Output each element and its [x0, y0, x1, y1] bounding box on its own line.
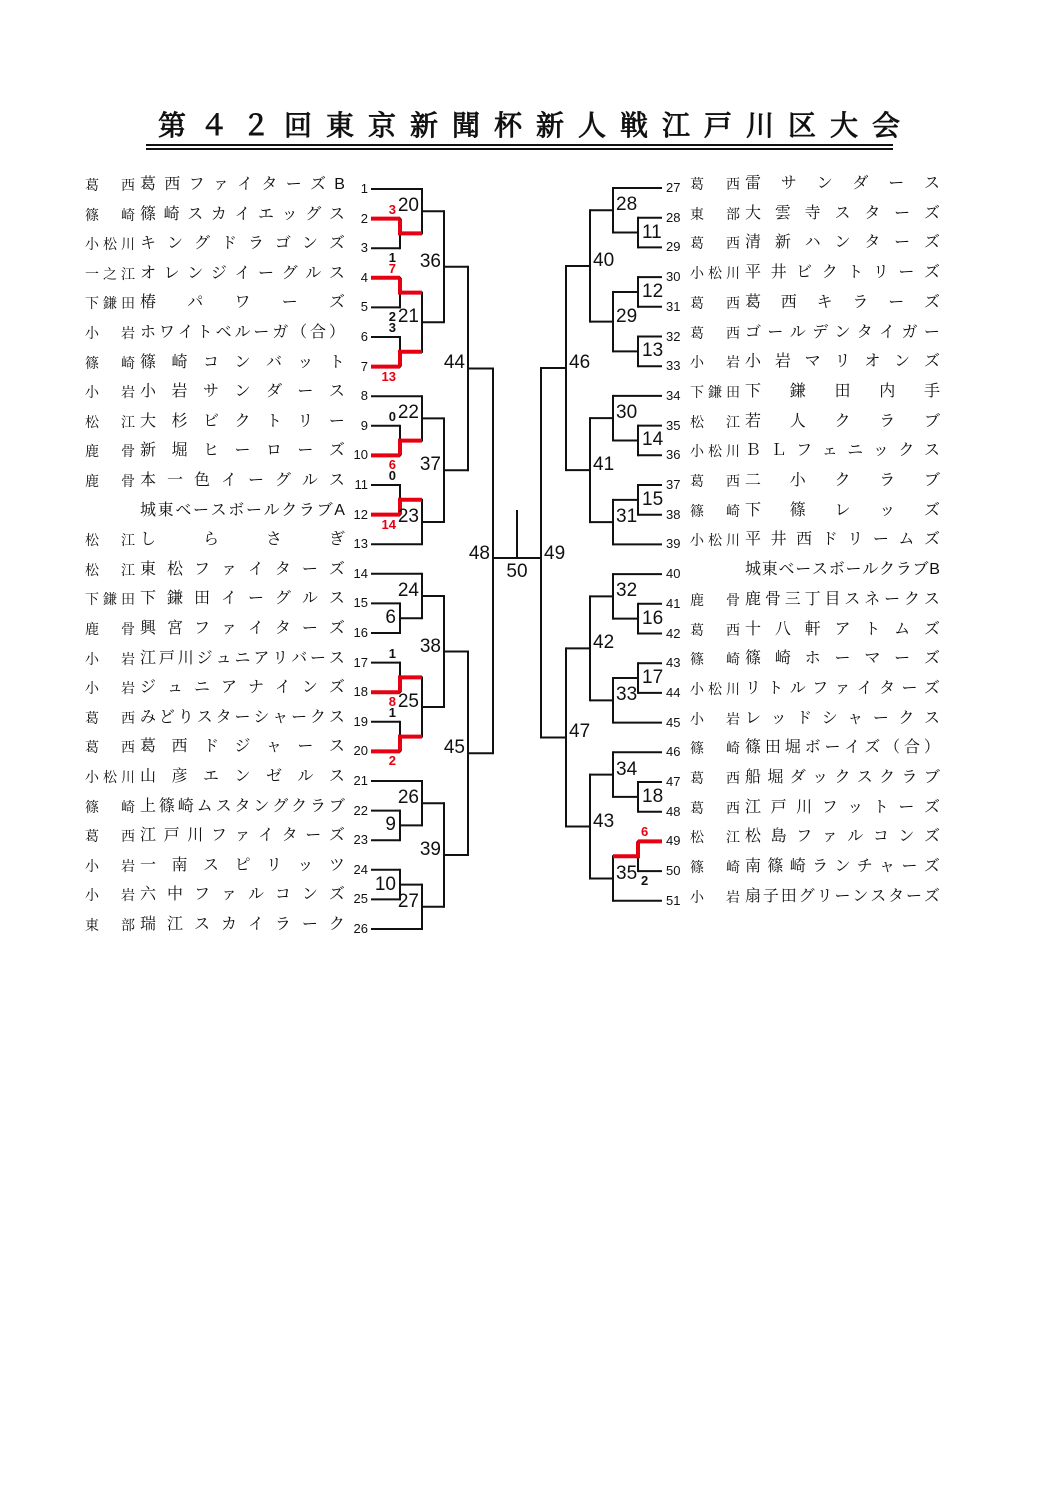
loser-score-label: 0: [388, 468, 396, 483]
loser-score-label: 2: [641, 873, 649, 889]
match-number-label: 16: [642, 607, 664, 629]
team-name: 下 鎌 田 内 手: [745, 382, 940, 400]
match-number-label: 25: [397, 691, 419, 712]
team-number: 40: [666, 566, 681, 582]
team-number: 33: [666, 358, 681, 374]
team-number: 32: [666, 328, 681, 344]
team-name: 小 岩 サ ン ダ ー ス: [140, 383, 345, 401]
team-name: 六 中 フ ァ ル コ ン ズ: [140, 886, 345, 904]
team-number: 8: [360, 388, 368, 404]
team-name: 葛 西 ド ジ ャ ー ス: [140, 738, 345, 756]
match-number-label: 22: [397, 402, 419, 424]
team-name: 篠 崎 ス カ イ エ ッ グ ス: [140, 205, 345, 223]
match-number-label: 49: [544, 543, 566, 564]
team-region: 松 江: [690, 413, 740, 430]
team-region: 篠 崎: [85, 206, 135, 223]
team-region: 小 岩: [85, 325, 135, 341]
loser-score-label: 1: [388, 704, 396, 720]
team-region: 篠 崎: [690, 740, 740, 757]
team-region: 葛 西: [690, 294, 740, 311]
team-number: 23: [353, 832, 368, 848]
loser-score-label: 2: [388, 309, 396, 325]
team-region: 鹿 骨: [690, 591, 740, 608]
match-number-label: 46: [569, 352, 591, 374]
team-region: 葛 西: [690, 621, 740, 638]
team-name: 下 鎌 田 イ ー グ ル ス: [140, 590, 345, 608]
team-region: 葛 西: [690, 176, 740, 192]
team-region: 葛 西: [85, 828, 135, 845]
team-number: 39: [666, 536, 681, 552]
team-number: 3: [360, 240, 368, 256]
team-name: 松 島 フ ァ ル コ ン ズ: [745, 828, 940, 846]
team-name: Ｂ Ｌ フ ェ ニ ッ ク ス: [745, 442, 940, 460]
team-number: 34: [666, 387, 681, 403]
team-region: 篠 崎: [690, 859, 740, 876]
team-name: 十 八 軒 ア ト ム ズ: [745, 620, 940, 638]
match-number-label: 14: [642, 429, 664, 451]
loser-score-label: 3: [388, 320, 396, 335]
match-number-label: 9: [385, 814, 396, 836]
match-number-label: 35: [616, 862, 638, 884]
team-name: 篠 田 堀 ボ ー イ ズ （ 合 ）: [745, 739, 940, 757]
team-number: 16: [353, 625, 368, 640]
team-name: キ ン グ ド ラ ゴ ン ズ: [140, 235, 345, 253]
team-region: 小 岩: [85, 650, 135, 667]
match-number-label: 18: [642, 785, 664, 807]
match-number-label: 27: [397, 890, 419, 912]
team-name: リ ト ル フ ァ イ タ ー ズ: [745, 679, 940, 697]
team-region: 松 江: [85, 561, 135, 578]
team-number: 43: [666, 655, 681, 671]
winner-score-label: 14: [381, 516, 396, 532]
match-number-label: 48: [468, 543, 490, 564]
team-name: 篠 崎 コ ン バ ッ ト: [140, 353, 345, 371]
team-region: 小 松 川: [690, 265, 740, 282]
team-number: 4: [360, 269, 368, 285]
team-name: 船 堀 ダ ッ ク ス ク ラ ブ: [745, 769, 940, 786]
team-region: 葛 西: [690, 235, 740, 252]
team-name: 一 南 ス ピ リ ッ ツ: [140, 856, 345, 874]
match-number-label: 15: [642, 488, 664, 510]
match-number-label: 26: [397, 787, 419, 809]
team-region: 小 岩: [690, 710, 740, 727]
team-number: 31: [666, 298, 681, 314]
team-name: 興 宮 フ ァ イ タ ー ズ: [140, 620, 345, 637]
team-number: 24: [353, 861, 368, 877]
team-number: 50: [666, 863, 681, 879]
winner-score-label: 3: [388, 201, 396, 217]
team-number: 29: [666, 239, 681, 255]
team-name: 下 篠 レ ッ ズ: [745, 501, 940, 519]
team-number: 11: [354, 477, 368, 492]
team-region: 小 松 川: [85, 769, 135, 785]
match-number-label: 39: [419, 839, 441, 860]
tournament-title: 第４２回東京新聞杯新人戦江戸川区大会: [157, 110, 914, 141]
team-region: 鹿 骨: [85, 443, 135, 460]
match-number-label: 29: [616, 305, 638, 327]
team-number: 20: [353, 743, 368, 759]
team-name: 平 井 ビ ク ト リ ー ズ: [745, 264, 940, 282]
team-number: 27: [666, 180, 681, 195]
match-number-label: 10: [374, 873, 396, 895]
team-region: 小 岩: [85, 857, 135, 874]
match-number-label: 36: [419, 250, 441, 272]
team-name: 城 東 ベ ー ス ボ ー ル ク ラ ブ A: [140, 501, 345, 519]
team-number: 7: [360, 358, 368, 374]
team-name: 扇 子 田 グ リ ー ン ス タ ー ズ: [745, 887, 940, 905]
winner-score-label: 2: [388, 753, 396, 769]
team-number: 1: [360, 181, 368, 196]
team-number: 25: [353, 891, 368, 907]
team-number: 14: [353, 565, 368, 581]
match-number-label: 12: [642, 280, 664, 302]
team-region: 小 松 川: [690, 443, 740, 460]
team-name: 椿 パ ワ ー ズ: [140, 294, 345, 312]
team-number: 36: [666, 447, 681, 463]
team-region: 葛 西: [690, 473, 740, 489]
match-number-label: 37: [419, 454, 441, 476]
team-number: 44: [666, 684, 681, 700]
team-region: 葛 西: [690, 799, 740, 816]
team-name: 本 一 色 イ ー グ ル ス: [140, 472, 345, 489]
team-number: 49: [666, 833, 681, 849]
team-region: 小 岩: [85, 887, 135, 904]
match-number-label: 6: [385, 607, 396, 629]
team-name: 東 松 フ ァ イ タ ー ズ: [140, 560, 345, 578]
team-region: 鹿 骨: [85, 473, 135, 489]
final-match-number-label: 50: [506, 561, 528, 582]
team-region: 小 岩: [85, 384, 135, 401]
winner-score-label: 7: [388, 260, 396, 276]
team-region: 東 部: [85, 917, 135, 933]
loser-score-label: 0: [388, 408, 396, 424]
team-number: 18: [353, 684, 368, 700]
team-number: 21: [353, 773, 368, 788]
team-name: 大 杉 ビ ク ト リ ー: [140, 412, 345, 430]
match-number-label: 30: [616, 402, 638, 424]
team-name: 平 井 西 ド リ ー ム ズ: [745, 531, 940, 549]
team-region: 小 松 川: [690, 532, 740, 549]
team-number: 45: [666, 714, 681, 730]
match-number-label: 43: [593, 810, 615, 832]
team-number: 9: [360, 417, 368, 433]
team-region: 下 鎌 田: [690, 383, 740, 400]
team-number: 19: [353, 713, 368, 729]
winner-score-label: 6: [641, 824, 649, 840]
team-name: ゴ ー ル デ ン タ イ ガ ー: [745, 323, 940, 341]
team-region: 小 岩: [85, 680, 135, 697]
team-number: 5: [360, 299, 368, 315]
match-number-label: 44: [443, 352, 465, 374]
team-number: 15: [353, 595, 368, 611]
team-name: 江 戸 川 フ ッ ト ー ズ: [745, 798, 940, 816]
team-name: 江 戸 川 ジ ュ ニ ア リ バ ー ス: [140, 649, 345, 667]
team-number: 22: [353, 802, 368, 818]
team-name: 城 東 ベ ー ス ボ ー ル ク ラ ブ B: [745, 561, 940, 579]
team-name: ジ ュ ニ ア ナ イ ン ズ: [140, 679, 345, 697]
team-number: 46: [666, 744, 681, 760]
team-name: オ レ ン ジ イ ー グ ル ス: [140, 264, 345, 282]
match-number-label: 38: [419, 635, 441, 657]
team-number: 6: [360, 329, 368, 344]
team-name: 若 人 ク ラ ブ: [745, 412, 940, 430]
match-number-label: 34: [616, 758, 638, 780]
team-number: 41: [666, 595, 681, 611]
team-number: 17: [353, 654, 368, 670]
team-number: 38: [666, 506, 681, 522]
team-name: 上 篠 崎 ム ス タ ン グ ク ラ ブ: [140, 797, 345, 815]
winner-score-label: 8: [388, 694, 396, 710]
team-region: 松 江: [85, 532, 135, 549]
team-name: 新 堀 ヒ ー ロ ー ズ: [140, 442, 345, 460]
team-number: 28: [666, 209, 681, 225]
team-name: 江 戸 川 フ ァ イ タ ー ズ: [140, 827, 345, 845]
match-number-label: 42: [593, 632, 615, 654]
team-number: 42: [666, 625, 681, 641]
team-name: 雷 サ ン ダ ー ス: [745, 175, 940, 192]
team-region: 鹿 骨: [85, 621, 135, 637]
match-number-label: 11: [642, 221, 662, 243]
team-region: 下 鎌 田: [85, 295, 135, 312]
team-number: 2: [360, 210, 368, 226]
team-name: し ら さ ぎ: [140, 531, 345, 549]
match-number-label: 28: [616, 194, 638, 216]
loser-score-label: 1: [388, 645, 396, 661]
team-region: 東 部: [690, 205, 740, 222]
match-number-label: 13: [642, 340, 664, 362]
team-region: 篠 崎: [85, 354, 135, 371]
match-number-label: 31: [616, 506, 638, 528]
team-region: 一 之 江: [85, 265, 135, 282]
team-region: 松 江: [690, 829, 740, 846]
team-name: ホ ワ イ ト ベ ル ー ガ （ 合 ）: [140, 324, 345, 341]
team-name: 二 小 ク ラ ブ: [745, 472, 940, 489]
loser-score-label: 1: [388, 250, 396, 266]
winner-score-label: 6: [388, 457, 396, 473]
team-region: 小 松 川: [690, 680, 740, 697]
team-region: 松 江: [85, 413, 135, 430]
team-region: 小 松 川: [85, 236, 135, 253]
team-name: 清 新 ハ ン タ ー ズ: [745, 234, 940, 252]
team-region: 葛 西: [690, 770, 740, 786]
team-name: 鹿 骨 三 丁 目 ス ネ ー ク ス: [745, 590, 940, 608]
team-region: 葛 西: [85, 177, 135, 193]
match-number-label: 47: [569, 721, 591, 743]
winner-score-label: 13: [381, 368, 396, 384]
team-number: 26: [353, 921, 368, 936]
match-number-label: 21: [397, 306, 419, 328]
team-name: 葛 西 フ ァ イ タ ー ズ B: [140, 176, 345, 193]
team-number: 12: [353, 506, 368, 522]
team-region: 葛 西: [85, 709, 135, 726]
team-region: 小 岩: [690, 888, 740, 905]
team-number: 10: [353, 447, 368, 463]
team-name: 篠 崎 ホ ー マ ー ズ: [745, 650, 940, 668]
match-number-label: 24: [397, 580, 419, 601]
team-region: 篠 崎: [690, 502, 740, 519]
match-number-label: 45: [443, 737, 465, 759]
match-number-label: 23: [397, 506, 419, 527]
team-name: 大 雲 寺 ス タ ー ズ: [745, 204, 940, 222]
team-number: 48: [666, 803, 681, 819]
match-number-label: 33: [616, 684, 638, 706]
match-number-label: 20: [397, 195, 419, 217]
team-name: 山 彦 エ ン ゼ ル ス: [140, 768, 345, 785]
team-region: 葛 西: [690, 324, 740, 341]
team-region: 篠 崎: [85, 798, 135, 815]
team-number: 37: [666, 477, 681, 492]
team-name: 葛 西 キ ラ ー ズ: [745, 293, 940, 311]
match-number-label: 32: [616, 580, 638, 602]
team-name: 小 岩 マ リ オ ン ズ: [745, 353, 940, 371]
team-region: 小 岩: [690, 354, 740, 371]
team-region: 葛 西: [85, 739, 135, 756]
team-name: み ど り ス タ ー シ ャ ー ク ス: [140, 708, 345, 726]
team-number: 51: [666, 892, 681, 908]
team-region: 篠 崎: [690, 651, 740, 668]
team-name: 瑞 江 ス カ イ ラ ー ク: [140, 916, 345, 933]
team-number: 13: [353, 536, 368, 552]
team-name: 南 篠 崎 ラ ン チ ャ ー ズ: [745, 858, 940, 876]
team-number: 47: [666, 774, 681, 789]
match-number-label: 17: [642, 667, 664, 689]
match-number-label: 41: [593, 454, 615, 476]
team-number: 35: [666, 417, 681, 433]
team-region: 下 鎌 田: [85, 591, 135, 608]
team-number: 30: [666, 269, 681, 285]
match-number-label: 40: [593, 249, 615, 271]
team-name: レ ッ ド シ ャ ー ク ス: [745, 709, 940, 727]
